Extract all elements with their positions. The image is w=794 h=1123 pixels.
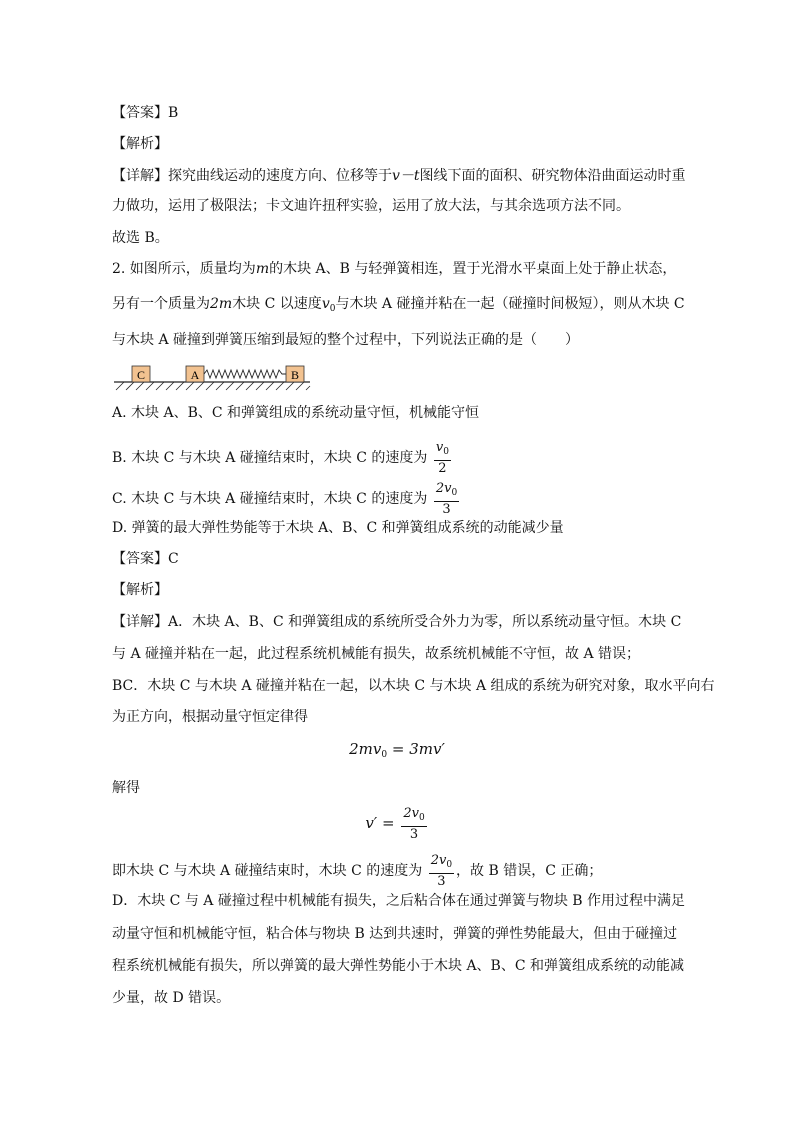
block-c-label: C <box>136 368 146 382</box>
momentum-equation <box>0 740 794 760</box>
option-c-text: C. 木块 C 与木块 A 碰撞结束时，木块 C 的速度为 <box>112 491 428 507</box>
vt-variable: v－t <box>392 168 420 184</box>
eq1-right: = 3mv′ <box>387 740 445 758</box>
frac-num: 2v <box>430 853 447 868</box>
eq1-sub: 0 <box>381 750 388 760</box>
detail2-line-9: 少量，故 D 错误。 <box>112 990 231 1006</box>
option-b-fraction <box>434 440 451 476</box>
frac-den: 3 <box>409 827 419 842</box>
detail2-line-1: 【详解】A．木块 A、B、C 和弹簧组成的系统所受合外力为零，所以系统动量守恒。木块 C <box>112 614 682 630</box>
detail2-line-7: 动量守恒和机械能守恒，粘合体与物块 B 达到共速时，弹簧的弹性势能最大，但由于碰撞过 <box>112 926 678 942</box>
mass-2m: 2m <box>210 296 233 312</box>
ground-hatch <box>116 382 310 390</box>
conclusion-1: 故选 B。 <box>112 230 169 246</box>
spring <box>204 370 286 378</box>
velocity-v: v <box>321 296 330 312</box>
detail-line-2: 力做功，运用了极限法；卡文迪许扭秤实验，运用了放大法，与其余选项方法不同。 <box>112 198 630 214</box>
frac-num-sub: 0 <box>443 447 449 457</box>
p5-text-end: ，故 B 错误，C 正确； <box>456 863 603 879</box>
detail2-line-2: 与 A 碰撞并粘在一起，此过程系统机械能有损失，故系统机械能不守恒，故 A 错误； <box>112 646 641 662</box>
frac-den: 3 <box>442 502 451 517</box>
frac-num: 2v <box>403 806 419 821</box>
option-b <box>112 440 453 476</box>
question-text: 另有一个质量为 <box>112 296 210 312</box>
question-line-2 <box>112 294 685 319</box>
detail-line-1 <box>112 166 686 186</box>
detail-text-cont: 图线下面的面积、研究物体沿曲面运动时重 <box>419 168 686 184</box>
frac-num: v <box>435 440 444 455</box>
eq2-left: v′ = <box>365 814 400 832</box>
option-b-text: B. 木块 C 与木块 A 碰撞结束时，木块 C 的速度为 <box>112 450 428 466</box>
p5-fraction <box>429 853 454 889</box>
block-b-label: B <box>290 368 300 382</box>
option-c-fraction <box>434 481 459 517</box>
block-a-label: A <box>190 368 200 382</box>
collision-figure <box>112 363 312 393</box>
detail2-line-6: D．木块 C 与 A 碰撞过程中机械能有损失，之后粘合体在通过弹簧与物块 B 作用过程中满足 <box>112 893 686 909</box>
frac-den: 3 <box>437 874 446 889</box>
velocity-equation <box>0 806 794 842</box>
detail2-line-3: BC．木块 C 与木块 A 碰撞并粘在一起，以木块 C 与木块 A 组成的系统为研究对象，取水平向右 <box>112 678 715 694</box>
analysis-label-2: 【解析】 <box>112 582 168 598</box>
solve-label: 解得 <box>112 780 140 796</box>
option-a: A. 木块 A、B、C 和弹簧组成的系统动量守恒，机械能守恒 <box>112 405 480 421</box>
detail2-line-4: 为正方向，根据动量守恒定律得 <box>112 709 308 725</box>
question-line-1 <box>112 259 676 279</box>
question-text: 2. 如图所示，质量均为 <box>112 261 256 277</box>
question-line-3: 与木块 A 碰撞到弹簧压缩到最短的整个过程中，下列说法正确的是（ ） <box>112 332 580 348</box>
velocity-sub: 0 <box>329 304 336 314</box>
question-text-cont: 木块 C 以速度 <box>232 296 322 312</box>
eq2-fraction <box>401 806 426 842</box>
frac-num-sub: 0 <box>418 813 425 823</box>
question-text-cont: 的木块 A、B 与轻弹簧相连，置于光滑水平桌面上处于静止状态， <box>269 261 677 277</box>
analysis-label-1: 【解析】 <box>112 136 168 152</box>
answer-label-2: 【答案】C <box>112 551 179 567</box>
option-c <box>112 481 461 517</box>
frac-num-sub: 0 <box>446 860 453 870</box>
detail2-line-8: 程系统机械能有损失，所以弹簧的最大弹性势能小于木块 A、B、C 和弹簧组成系统的动能减 <box>112 958 685 974</box>
frac-num: 2v <box>435 481 452 496</box>
eq1-left: 2mv <box>349 740 382 758</box>
frac-num-sub: 0 <box>451 488 458 498</box>
p5-text: 即木块 C 与木块 A 碰撞结束时，木块 C 的速度为 <box>112 863 423 879</box>
detail-text: 【详解】探究曲线运动的速度方向、位移等于 <box>112 168 392 184</box>
detail2-line-5 <box>112 853 602 889</box>
option-d: D. 弹簧的最大弹性势能等于木块 A、B、C 和弹簧组成系统的动能减少量 <box>112 520 564 536</box>
mass-m: m <box>255 261 270 277</box>
question-text-end: 与木块 A 碰撞并粘在一起（碰撞时间极短），则从木块 C <box>335 296 685 312</box>
answer-label-1: 【答案】B <box>112 105 179 121</box>
frac-den: 2 <box>438 461 447 476</box>
